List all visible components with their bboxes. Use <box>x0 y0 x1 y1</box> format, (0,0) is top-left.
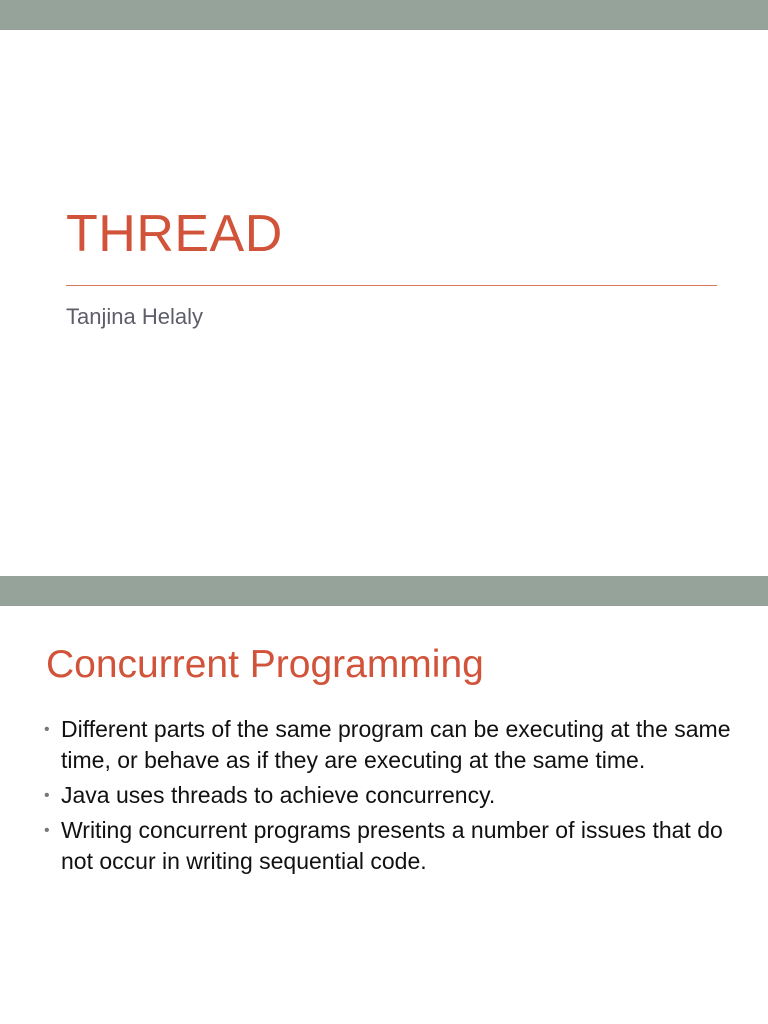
bullet-dot-icon: • <box>44 787 50 804</box>
bullet-text: Different parts of the same program can be executing at the same time, or behave as if they are executing at the same time. <box>61 716 731 773</box>
bullet-text: Java uses threads to achieve concurrency. <box>61 782 496 808</box>
slide-subtitle: Tanjina Helaly <box>66 304 203 329</box>
slide-title: THREAD <box>66 205 283 263</box>
bullet-item <box>44 780 734 811</box>
title-slide <box>0 30 768 576</box>
bullet-list <box>44 714 734 881</box>
content-slide <box>0 606 768 1024</box>
slide-separator-band <box>0 576 768 606</box>
bullet-item <box>44 815 734 877</box>
bullet-dot-icon: • <box>44 721 50 738</box>
bullet-text: Writing concurrent programs presents a number of issues that do not occur in writing sequential code. <box>61 817 723 874</box>
bullet-dot-icon: • <box>44 822 50 839</box>
bullet-item <box>44 714 734 776</box>
section-title: Concurrent Programming <box>46 643 484 686</box>
title-divider <box>66 285 717 286</box>
top-band <box>0 0 768 30</box>
